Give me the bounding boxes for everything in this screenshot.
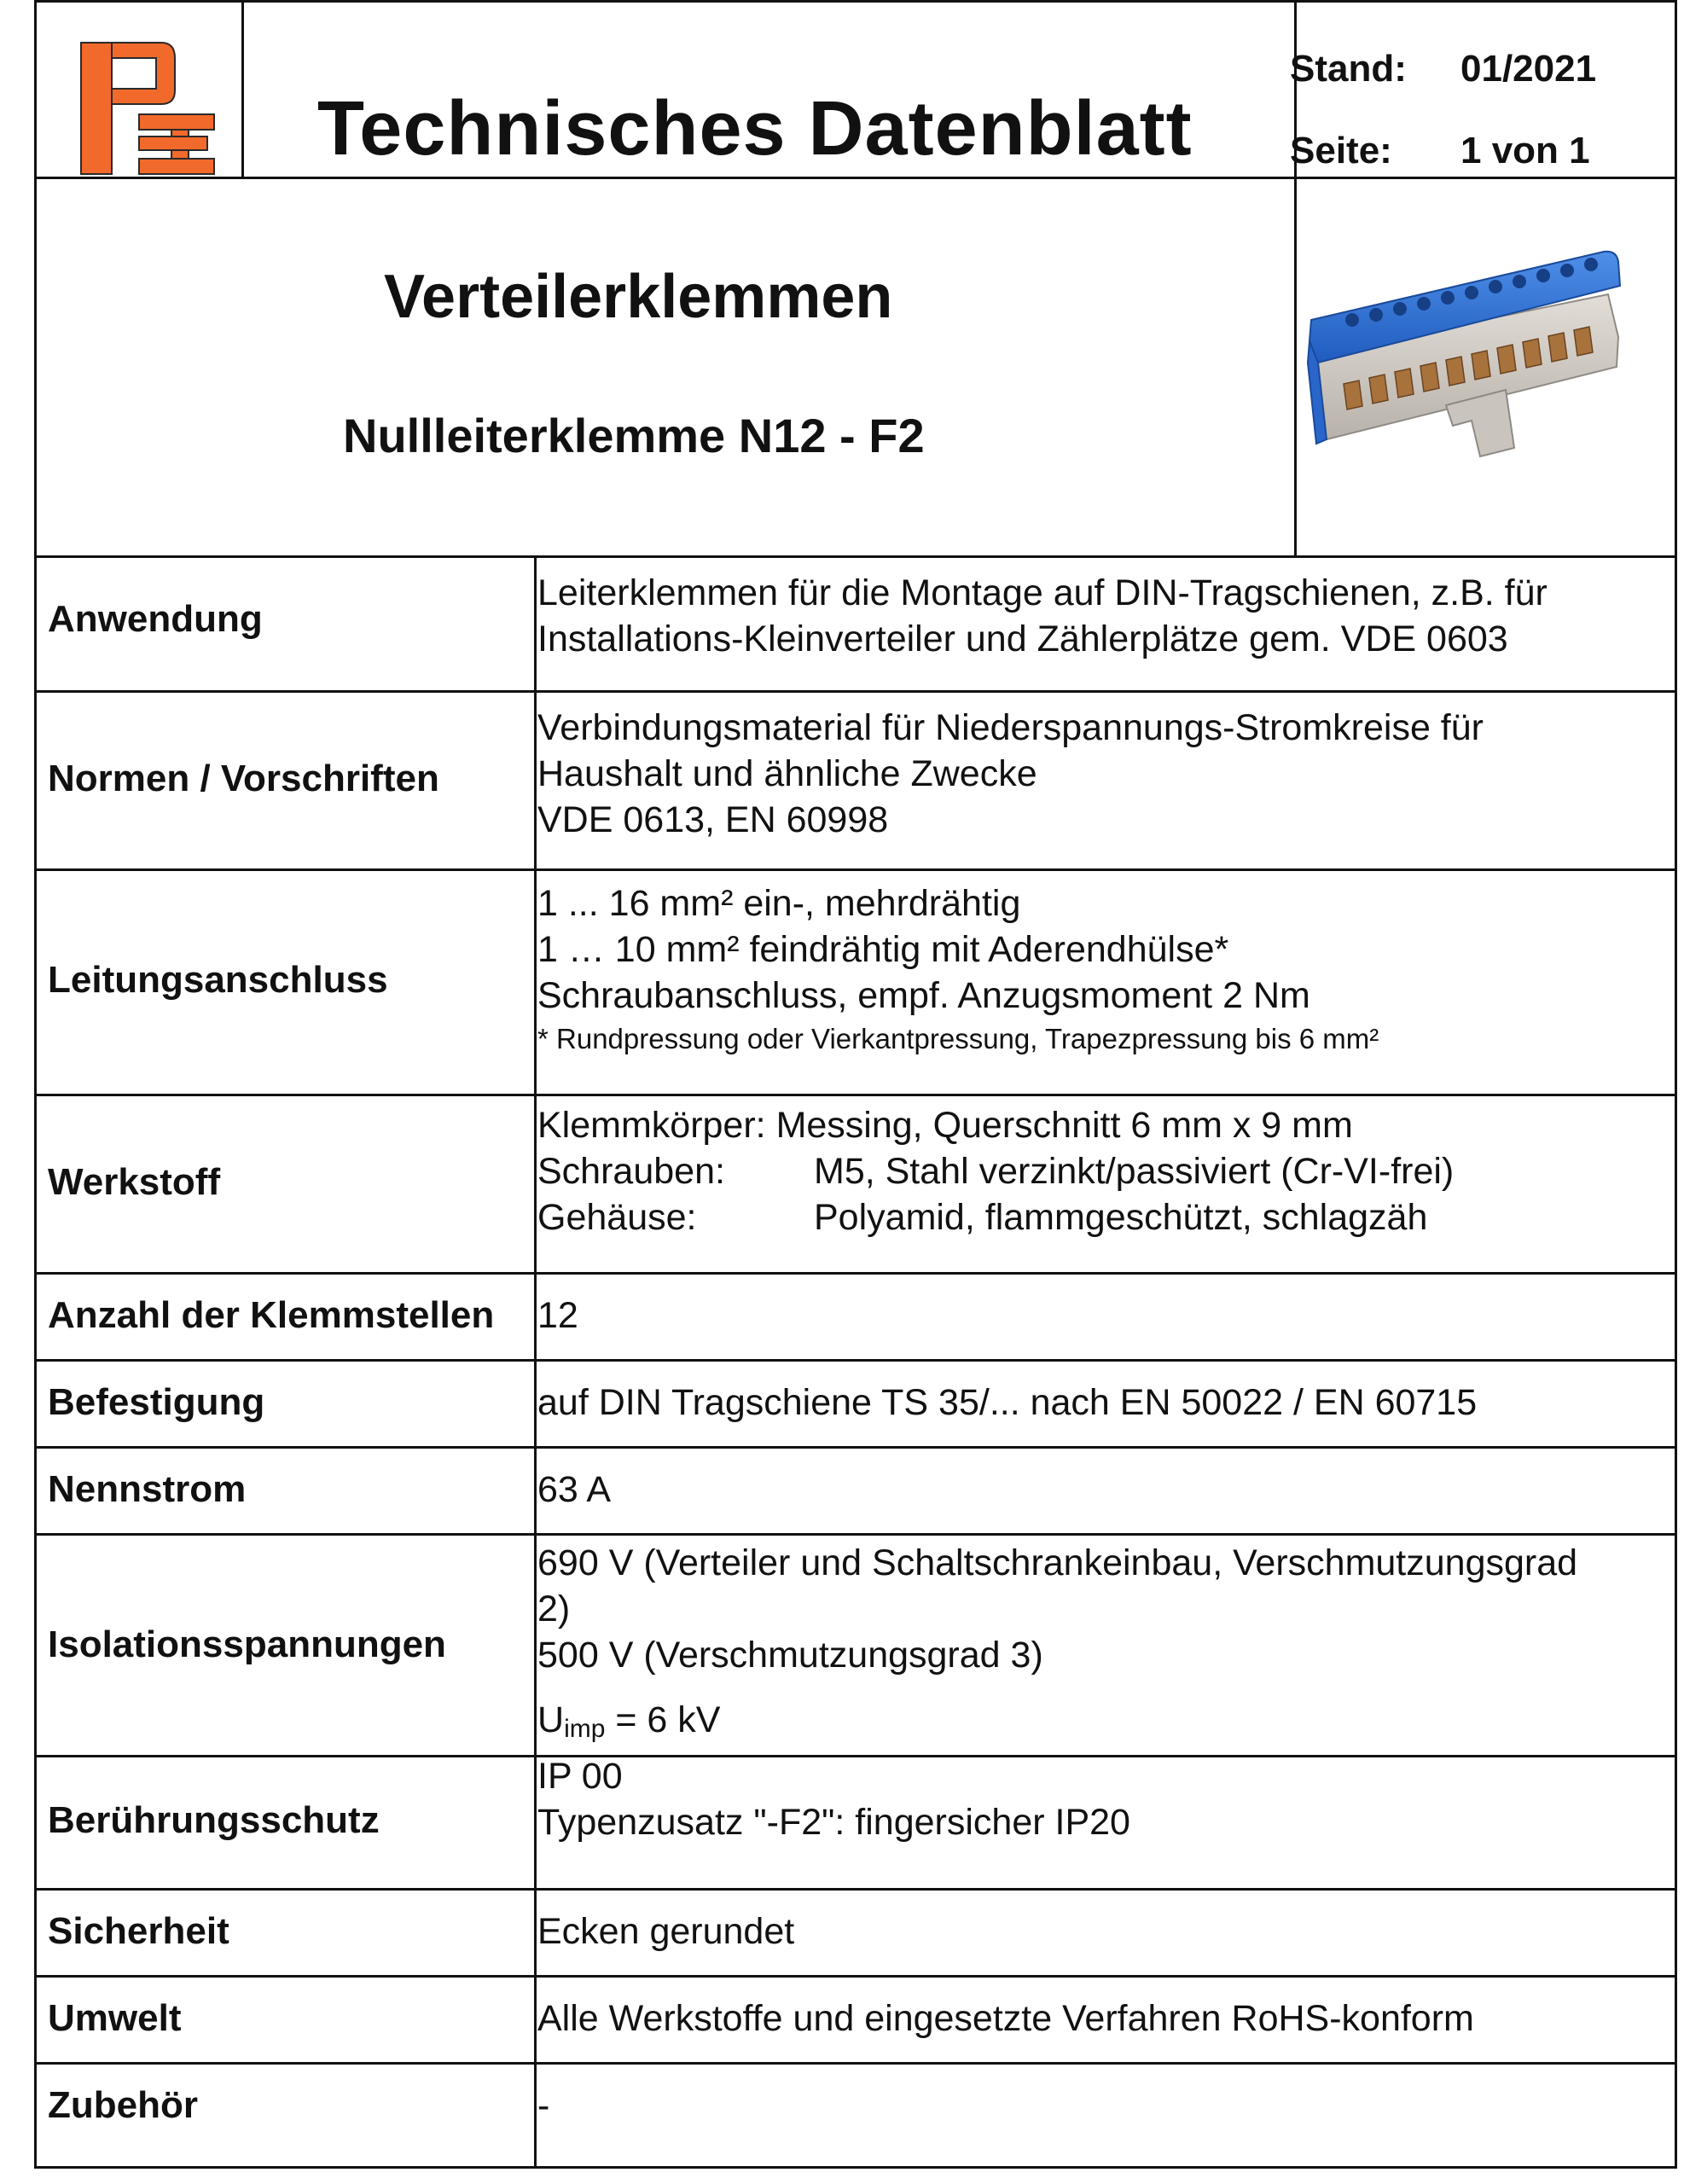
spec-line: 2) [537,1589,571,1629]
spec-line: Alle Werkstoffe und eingesetzte Verfahren RoHS-konform [537,1998,1474,2039]
frame-left [34,0,37,2169]
row-divider [34,1888,1677,1891]
spec-line: VDE 0613, EN 60998 [537,799,889,840]
uimp-subscript: imp [564,1715,606,1743]
spec-line: Installations-Kleinverteiler und Zählerplätze gem. VDE 0603 [537,619,1508,659]
frame-right [1675,0,1677,2169]
spec-value [537,705,1633,843]
spec-label: Nennstrom [48,1468,247,1510]
row-divider [34,868,1677,871]
product-category: Verteilerklemmen [384,263,893,331]
spec-kv-value: M5, Stahl verzinkt/passiviert (Cr-VI-frei) [814,1151,1455,1192]
spec-label: Befestigung [48,1381,265,1423]
spec-value [537,1908,1633,1955]
spec-line: 12 [537,1295,578,1336]
spec-line: 63 A [537,1469,612,1510]
spec-label: Normen / Vorschriften [48,758,439,799]
spec-kv-row [537,1148,1633,1194]
spec-line: auf DIN Tragschiene TS 35/... nach EN 50022 / EN 60715 [537,1382,1478,1423]
logo-divider [241,0,244,177]
spec-label: Sicherheit [48,1910,229,1952]
seite-value: 1 von 1 [1460,130,1590,171]
spec-line: 1 ... 16 mm² ein-, mehrdrähtig [537,883,1021,924]
product-photo [1301,192,1659,482]
spec-value [537,1540,1633,1752]
spec-kv-row [537,1194,1633,1240]
row-divider [34,1272,1677,1275]
spec-label: Berührungsschutz [48,1799,380,1841]
spec-key: Gehäuse: [537,1197,697,1238]
spec-label: Werkstoff [48,1161,221,1203]
header-divider [34,177,1677,179]
row-divider [34,2062,1677,2065]
spec-value [537,1380,1633,1426]
spec-line: 500 V (Verschmutzungsgrad 3) [537,1635,1043,1676]
spec-label: Anzahl der Klemmstellen [48,1294,495,1336]
frame-bottom [34,2166,1677,2169]
row-divider [34,1446,1677,1449]
spec-label: Anwendung [48,598,263,640]
spec-line: Verbindungsmaterial für Niederspannungs-Stromkreise für [537,707,1484,748]
row-divider [34,1359,1677,1362]
row-divider [34,1975,1677,1978]
seite-label: Seite: [1290,130,1392,171]
spec-label: Isolationsspannungen [48,1623,446,1665]
spec-line: Haushalt und ähnliche Zwecke [537,753,1037,794]
row-divider [34,690,1677,693]
uimp-line [537,1697,1633,1752]
spec-value [537,1292,1633,1339]
stand-label: Stand: [1290,48,1407,90]
spec-label: Umwelt [48,1997,182,2039]
spec-line: Typenzusatz "-F2": fingersicher IP20 [537,1802,1130,1843]
spec-line: Leiterklemmen für die Montage auf DIN-Tragschienen, z.B. für [537,572,1548,613]
spec-value [537,570,1633,662]
spec-value [537,880,1633,1060]
spec-label: Leitungsanschluss [48,959,388,1001]
spec-footnote: * Rundpressung oder Vierkantpressung, Trapezpressung bis 6 mm² [537,1023,1379,1054]
uimp-value: = 6 kV [605,1699,721,1740]
spec-line: Schraubanschluss, empf. Anzugsmoment 2 Nm [537,975,1310,1016]
document-title: Technisches Datenblatt [317,86,1193,171]
row-divider [34,1094,1677,1096]
spec-line: Klemmkörper: Messing, Querschnitt 6 mm x 9 mm [537,1105,1353,1146]
product-name: Nullleiterklemme N12 - F2 [343,409,925,462]
spec-value [537,1102,1633,1240]
stand-value: 01/2021 [1460,48,1597,90]
product-divider [34,555,1677,558]
uimp-symbol: U [537,1699,565,1740]
spec-line: Ecken gerundet [537,1911,795,1952]
spec-line: 690 V (Verteiler und Schaltschrankeinbau, Verschmutzungsgrad [537,1542,1578,1583]
company-logo [79,41,218,177]
spec-value [537,1467,1633,1513]
spec-line: 1 … 10 mm² feindrähtig mit Aderendhülse* [537,929,1229,970]
spec-line: - [537,2085,550,2126]
spec-label: Zubehör [48,2084,198,2126]
spec-value [537,2082,1633,2129]
spec-kv-value: Polyamid, flammgeschützt, schlagzäh [814,1197,1428,1238]
table-column-divider [534,556,537,2169]
row-divider [34,1533,1677,1536]
spec-line: IP 00 [537,1756,623,1797]
frame-top [34,0,1677,3]
spec-key: Schrauben: [537,1151,725,1192]
spec-value [537,1753,1633,1845]
spec-value [537,1995,1633,2042]
